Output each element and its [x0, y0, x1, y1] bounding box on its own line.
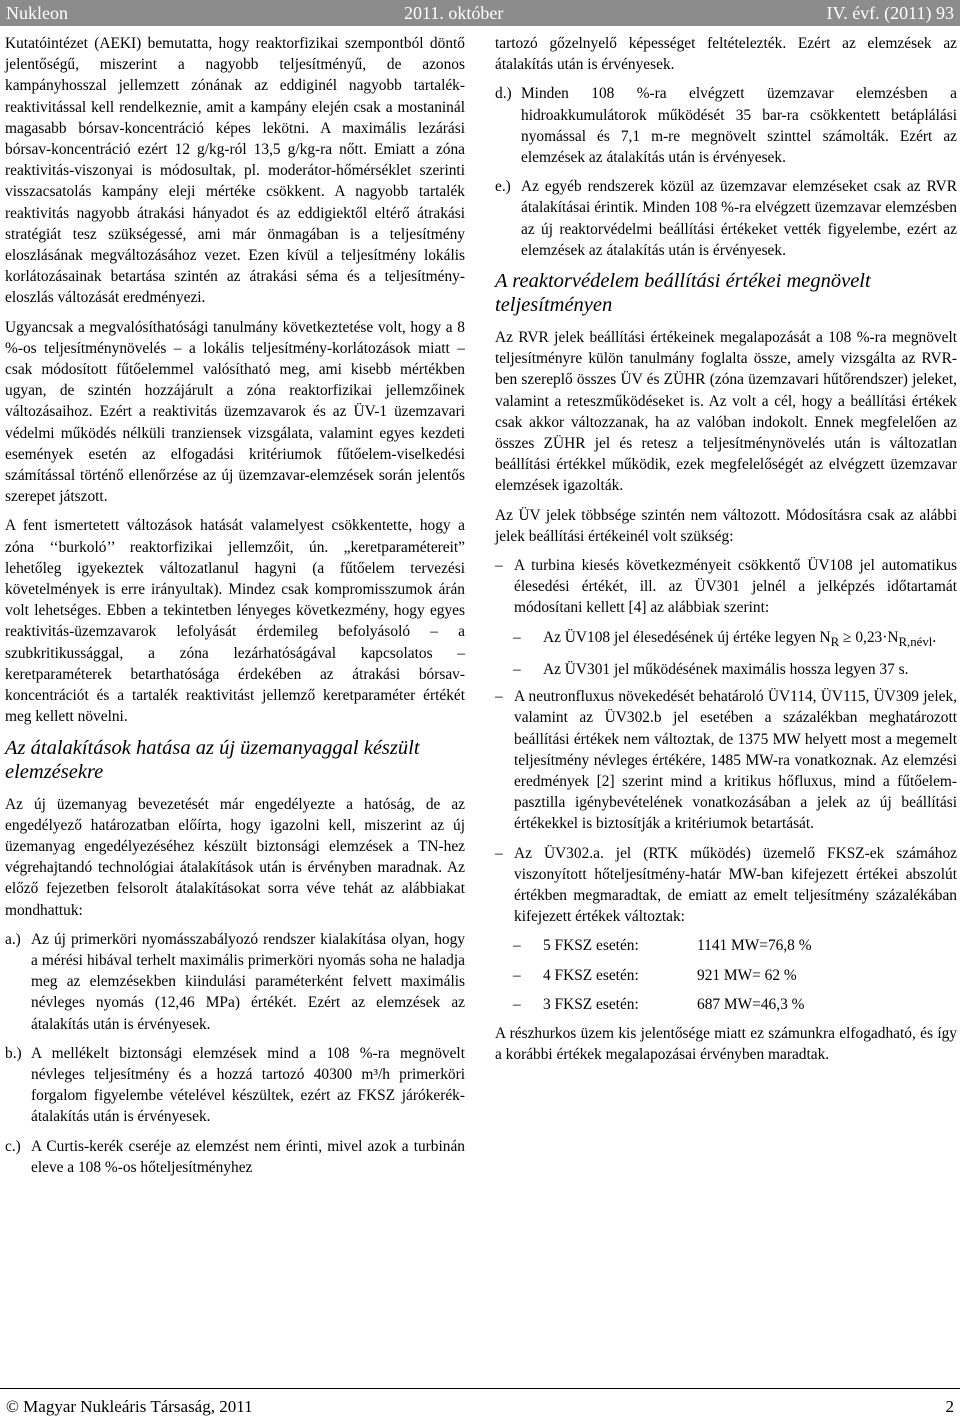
journal-name: Nukleon	[6, 3, 68, 23]
paragraph: Az új üzemanyag bevezetését már engedélyezte a hatóság, de az engedélyező határozatban előírta, hogy igazolni kell, miszerint az új üzemanyag engedélyezéséhez készült biztonsági elemzések a TN-hez végrehajtandó technológiai átalakítások után is érvényben maradnak. Az előző fejezetben felsorolt átalakításokat sorra véve tehát az alábbiakat mondhattuk:	[5, 795, 465, 919]
dash-marker: –	[513, 937, 521, 955]
list-item	[495, 176, 957, 261]
list-text: A mellékelt biztonsági elemzések mind a 108 %-ra megnövelt névleges teljesítmény és a hozzá tartozó 40300 m³/h primerköri forgalom figyelembe vételével készültek, ezért az FKSZ járókerék-átalakítás után is érvényesek.	[31, 1044, 465, 1126]
list-item	[5, 1136, 465, 1178]
list-item	[495, 83, 957, 168]
list-item	[5, 1043, 465, 1128]
paragraph: tartozó gőzelnyelő képességet feltételezték. Ezért az elemzések az átalakítás után is érvényesek.	[495, 35, 957, 74]
dash-item	[495, 843, 957, 928]
page-footer	[0, 1388, 960, 1423]
list-text: Minden 108 %-ra elvégzett üzemzavar elemzésben a hidroakkumulátorok működését 35 bar-ra csökkentett betáplálási nyomással és 7,1 m-re megnövelt szinttel számolták. Ezért az elemzések az átalakítás után is érvényesek.	[521, 85, 957, 167]
copyright-text: © Magyar Nukleáris Társaság, 2011	[6, 1397, 253, 1416]
list-marker: a.)	[5, 930, 21, 948]
dash-item	[495, 686, 957, 834]
sub-text: Az ÜV108 jel élesedésének új értéke legyen $N_R \ge 0,23\cdot N_{R,névl}$.	[543, 628, 937, 649]
paragraph: Az ÜV jelek többsége szintén nem változott. Módosításra csak az alábbi jelek beállítási értékeinél volt szükség:	[495, 506, 957, 545]
dash-marker: –	[513, 995, 521, 1013]
fksz-value: 687 MW=46,3 %	[697, 995, 805, 1013]
fksz-value: 1141 MW=76,8 %	[697, 937, 812, 955]
paragraph: A részhurkos üzem kis jelentősége miatt ez számunkra elfogadható, és így a korábbi értékek megalapozásai érvényben maradtak.	[495, 1025, 957, 1064]
right-column	[495, 33, 957, 1073]
dash-marker: –	[513, 660, 521, 678]
dash-item	[495, 555, 957, 619]
sub-text: Az ÜV301 jel működésének maximális hossza legyen 37 s.	[543, 660, 909, 678]
fksz-label: 3 FKSZ esetén:	[543, 995, 639, 1013]
fksz-value: 921 MW= 62 %	[697, 966, 797, 984]
list-text: Az egyéb rendszerek közül az üzemzavar elemzéseket csak az RVR átalakításai érintik. Minden 108 %-ra elvégzett üzemzavar elemzésben az új reaktorvédelmi beállítási értékeket vették figyelembe, ezért az elemzések az átalakítás után is érvényesek.	[521, 178, 957, 259]
page-header	[0, 0, 960, 26]
list-marker: e.)	[495, 178, 511, 196]
fksz-row	[513, 994, 957, 1015]
page-number: 2	[945, 1397, 954, 1416]
paragraph: Kutatóintézet (AEKI) bemutatta, hogy reaktorfizikai szempontból döntő jelentőségű, miszerint a nagyobb teljesítményű, de azonos kampányhosszal jellemzett zónának az eddiginél nagyobb tartalék-reaktivitással kell rendelkeznie, amit a kampány elején csak a mostaninál magasabb bórsav-koncentráció képes lekötni. A maximális lezárási bórsav-koncentráció ezért 12 g/kg-ról 13,5 g/kg-ra nőtt. Emiatt a zóna reaktivitás-viszonyai is módosultak, pl. moderátor-hőmérséklet szerinti visszacsatolás kampány eleji mértéke csökkent. A nagyobb tartalék reaktivitás nagyobb átrakási hányadot és az eddigiektől eltérő átrakási stratégiát tesz szükségessé, ami már önmagában is a teljesítmény eloszlásának megváltozásához vezet. Ezen kívül a teljesítmény lokális korlátozásainak betartása szintén az átrakási séma és a teljesítmény-eloszlás változását eredményezi.	[5, 35, 465, 307]
sub-item	[513, 627, 957, 653]
left-column	[5, 33, 465, 1186]
dash-text: A neutronfluxus növekedését behatároló ÜV114, ÜV115, ÜV309 jelek, valamint az ÜV302.b jel esetében a százalékban meghatározott beállítási értékek nem változtak, de 1375 MW helyett most a megemelt teljesítmény névleges értékére, 1485 MW-ra vonatkoznak. Az elemzési eredmények [2] szerint mind a kritikus hőfluxus, mind a fűtőelem-pasztilla igénybevételének vonatkozásában a jelek az új beállítási értékekkel is biztosítják a kritériumok betartását.	[514, 688, 957, 833]
sub-item	[513, 659, 957, 680]
dash-marker: –	[495, 688, 503, 706]
issue-date: 2011. október	[404, 3, 504, 23]
list-marker: d.)	[495, 85, 512, 103]
fksz-label: 4 FKSZ esetén:	[543, 966, 639, 984]
paragraph: A fent ismertetett változások hatását valamelyest csökkentette, hogy a zóna ‘‘burkoló’’ reaktorfizikai jellemzőit, ún. „keretparamétereit” lehetőleg igyekeztek változatlanul hagyni (a fűtőelem tervezési követelmények is erre irányultak). Mindez csak kompromisszumok árán volt lehetséges. Ebben a tekintetben lényeges következmény, hogy egyes reaktivitás-üzemzavarok lefolyását érdemileg befolyásoló – a szubkritikussággal, a zóna lezárhatóságával kapcsolatos – keretparaméterek betarthatósága érdekében az átrakási bórsav-koncentrációt és a tartalék reaktivitást jellemző keretparaméter értékét meg kellett növelni.	[5, 517, 465, 726]
paragraph: Az RVR jelek beállítási értékeinek megalapozását a 108 %-ra megnövelt teljesítményre külön tanulmány foglalta össze, amely vizsgálta az RVR-ben szereplő összes ÜV és ZÜHR (zóna üzemzavari hűtőrendszer) jeleket, valamint a reteszműködéseket is. Az volt a cél, hogy a beállítási értékek csak akkor változzanak, ha az valóban indokolt. Ennek megfelelően az összes ZÜHR jel és retesz a teljesítménynövelés után is változatlan beállítási értékkel működik, ezek megfelelőségét az elvégzett üzemzavar elemzések igazolták.	[495, 329, 957, 495]
list-marker: c.)	[5, 1137, 21, 1155]
section-heading: A reaktorvédelem beállítási értékei megnövelt teljesítményen	[495, 270, 871, 317]
dash-marker: –	[495, 844, 503, 862]
dash-marker: –	[513, 628, 521, 646]
dash-text: A turbina kiesés következményeit csökkentő ÜV108 jel automatikus élesedési értékét, ill. az ÜV301 jelnél a jelképzés időtartamát módosítani kellett [4] az alábbiak szerint:	[514, 557, 957, 617]
dash-marker: –	[513, 966, 521, 984]
fksz-row	[513, 935, 957, 956]
list-item	[5, 929, 465, 1035]
volume-page: IV. évf. (2011) 93	[826, 3, 954, 23]
fksz-label: 5 FKSZ esetén:	[543, 937, 639, 955]
list-text: A Curtis-kerék cseréje az elemzést nem érinti, mivel azok a turbinán eleve a 108 %-os hőteljesítményhez	[31, 1137, 465, 1176]
dash-text: Az ÜV302.a. jel (RTK működés) üzemelő FKSZ-ek számához viszonyított hőteljesítmény-határ MW-ban kifejezett értékei abszolút értékben megmaradtak, de emiatt az emelt teljesítmény százalékában kifejezett értékek változtak:	[514, 844, 957, 926]
list-text: Az új primerköri nyomásszabályozó rendszer kialakítása olyan, hogy a mérési hibával terhelt maximális primerköri nyomás soha ne haladja meg az elemzésekben kiindulási paraméterként felvett maximális névleges nyomás (12,46 MPa) értékét. Ezért az elemzések az átalakítás után is érvényesek.	[31, 930, 465, 1033]
paragraph: Ugyancsak a megvalósíthatósági tanulmány következtetése volt, hogy a 8 %-os teljesítménynövelés – a lokális teljesítmény-korlátozások miatt – csak módosított fűtőelemmel valósítható meg, ami kisebb mértékben ugyan, de szintén hozzájárult a zóna reaktorfizikai jellemzőinek változásaihoz. Ezért a reaktivitás üzemzavarok és az ÜV-1 üzemzavari védelmi működés nélküli tranziensek vizsgálata, valamint egyes kezdeti események esetén az elfogadási kritériumok fűtőelem-viselkedési számítással történő ellenőrzése az új üzemzavar-elemzések során jelentős szerepet játszott.	[5, 318, 465, 506]
dash-marker: –	[495, 557, 503, 575]
list-marker: b.)	[5, 1044, 22, 1062]
fksz-row	[513, 965, 957, 986]
section-heading: Az átalakítások hatása az új üzemanyaggal készült elemzésekre	[5, 736, 420, 783]
